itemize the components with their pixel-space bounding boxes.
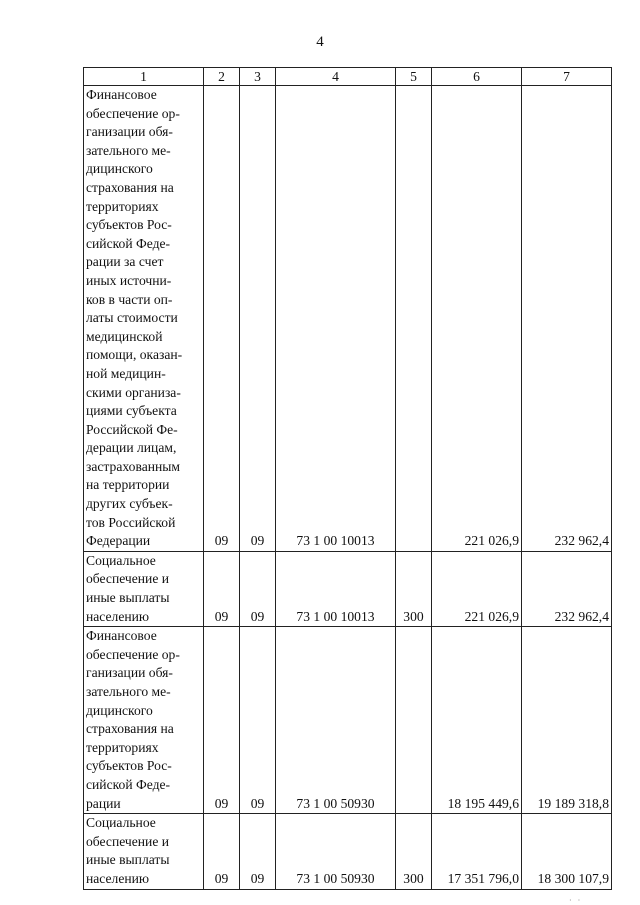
row-name-line: тов Российской xyxy=(86,514,176,530)
row-name-line: Финансовое xyxy=(86,628,157,644)
row-name-line: страхования на xyxy=(86,179,174,195)
row-name-line: зательного ме- xyxy=(86,684,171,699)
target-code-cell: 73 1 00 50930 xyxy=(276,627,396,814)
header-row xyxy=(84,68,612,86)
row-name-line: помощи, оказан- xyxy=(86,347,183,363)
row-name-line: циями субъекта xyxy=(86,403,177,419)
row-name-cell xyxy=(84,627,204,814)
row-name-line: латы стоимости xyxy=(86,310,178,326)
amount-year1-cell: 221 026,9 xyxy=(432,551,522,626)
row-name-line: территориях xyxy=(86,739,159,755)
column-header: 7 xyxy=(522,68,612,86)
amount-year2-cell: 232 962,4 xyxy=(522,86,612,552)
row-name-line: страхования на xyxy=(86,721,174,737)
subsection-cell: 09 xyxy=(240,551,276,626)
amount-year1-cell: 18 195 449,6 xyxy=(432,627,522,814)
row-name-line: субъектов Рос- xyxy=(86,758,172,774)
column-header: 2 xyxy=(204,68,240,86)
column-header: 4 xyxy=(276,68,396,86)
page-number: 4 xyxy=(316,34,324,50)
row-name-line: дицинского xyxy=(86,161,153,177)
row-name-line: сийской Феде- xyxy=(86,776,171,792)
row-name-line: Финансовое xyxy=(86,87,157,102)
scan-mark: · · xyxy=(569,896,583,905)
budget-table xyxy=(83,67,612,890)
row-name-line: застрахованным xyxy=(86,458,181,474)
column-header: 3 xyxy=(240,68,276,86)
row-name-line: субъектов Рос- xyxy=(86,217,172,233)
row-name-line: ной медицин- xyxy=(86,365,166,381)
row-name-line: иные выплаты xyxy=(86,852,170,868)
row-name-line: дерации лицам, xyxy=(86,440,177,456)
amount-year2-cell: 18 300 107,9 xyxy=(522,814,612,889)
row-name-cell xyxy=(84,814,204,889)
row-name-line: обеспечение ор- xyxy=(86,646,180,662)
row-name-line: Социальное xyxy=(86,552,156,568)
row-name-line: Федерации xyxy=(86,533,151,549)
table-row xyxy=(84,551,612,626)
row-name-line: скими организа- xyxy=(86,384,181,400)
row-name-line: медицинской xyxy=(86,328,163,344)
target-code-cell: 73 1 00 10013 xyxy=(276,86,396,552)
row-name-line: иные выплаты xyxy=(86,590,170,606)
amount-year2-cell: 232 962,4 xyxy=(522,551,612,626)
column-header: 1 xyxy=(84,68,204,86)
row-name-line: населению xyxy=(86,608,150,624)
row-name-line: на территории xyxy=(86,477,170,493)
section-cell: 09 xyxy=(204,86,240,552)
target-code-cell: 73 1 00 50930 xyxy=(276,814,396,889)
row-name-cell xyxy=(84,86,204,552)
column-header: 5 xyxy=(396,68,432,86)
row-name-line: дицинского xyxy=(86,702,153,718)
section-cell: 09 xyxy=(204,551,240,626)
row-name-line: рации за счет xyxy=(86,254,164,270)
row-name-line: ганизации обя- xyxy=(86,124,173,140)
subsection-cell: 09 xyxy=(240,627,276,814)
row-name-line: рации xyxy=(86,795,121,811)
row-name-line: Социальное xyxy=(86,815,156,831)
row-name-line: ков в части оп- xyxy=(86,291,173,307)
section-cell: 09 xyxy=(204,814,240,889)
subsection-cell: 09 xyxy=(240,814,276,889)
expense-type-cell xyxy=(396,627,432,814)
expense-type-cell: 300 xyxy=(396,551,432,626)
subsection-cell: 09 xyxy=(240,86,276,552)
section-cell: 09 xyxy=(204,627,240,814)
amount-year2-cell: 19 189 318,8 xyxy=(522,627,612,814)
target-code-cell: 73 1 00 10013 xyxy=(276,551,396,626)
row-name-line: Российской Фе- xyxy=(86,421,178,437)
table-row xyxy=(84,627,612,814)
row-name-cell xyxy=(84,551,204,626)
row-name-line: территориях xyxy=(86,198,159,214)
expense-type-cell: 300 xyxy=(396,814,432,889)
row-name-line: ганизации обя- xyxy=(86,665,173,681)
table-row xyxy=(84,814,612,889)
row-name-line: населению xyxy=(86,870,150,886)
amount-year1-cell: 17 351 796,0 xyxy=(432,814,522,889)
expense-type-cell xyxy=(396,86,432,552)
row-name-line: зательного ме- xyxy=(86,142,171,158)
table-row xyxy=(84,86,612,552)
column-header: 6 xyxy=(432,68,522,86)
row-name-line: обеспечение ор- xyxy=(86,105,180,121)
amount-year1-cell: 221 026,9 xyxy=(432,86,522,552)
row-name-line: сийской Феде- xyxy=(86,235,171,251)
row-name-line: обеспечение и xyxy=(86,571,170,587)
row-name-line: других субъек- xyxy=(86,496,173,512)
row-name-line: иных источни- xyxy=(86,272,172,288)
row-name-line: обеспечение и xyxy=(86,833,170,849)
